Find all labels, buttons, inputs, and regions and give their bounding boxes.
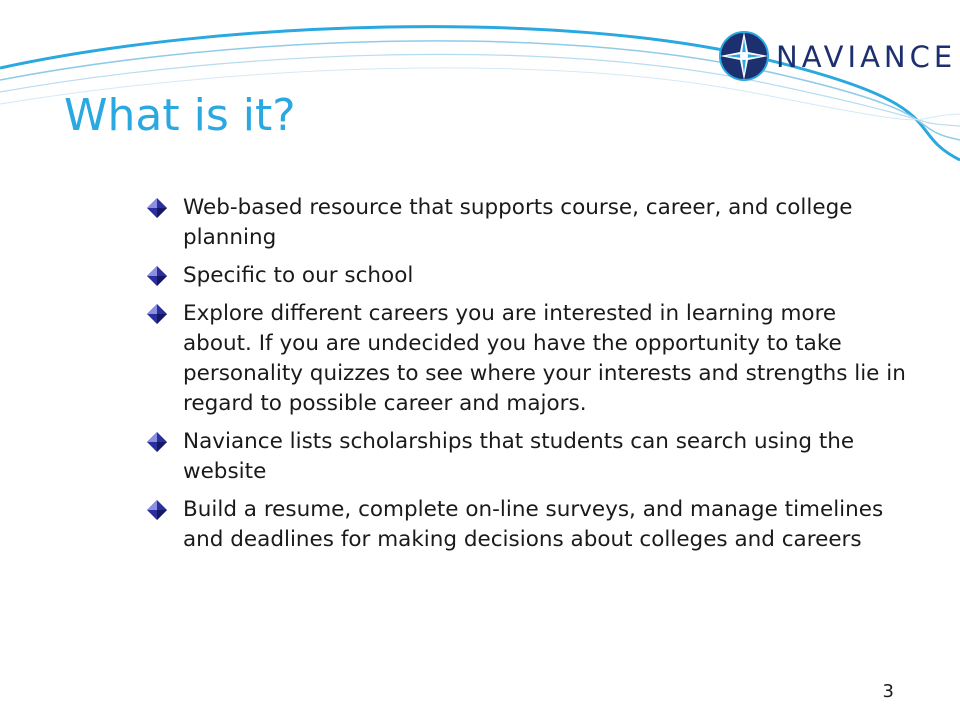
bullet-item <box>146 193 906 253</box>
compass-star-icon <box>718 30 770 82</box>
slide-title: What is it? <box>64 90 296 141</box>
page-number: 3 <box>882 681 894 702</box>
naviance-logo <box>718 30 957 86</box>
bullet-text: Naviance lists scholarships that students can search using the website <box>183 429 855 484</box>
diamond-bullet-icon <box>146 431 168 453</box>
bullet-text: Specific to our school <box>183 263 414 288</box>
bullet-item <box>146 427 906 487</box>
diamond-bullet-icon <box>146 303 168 325</box>
bullet-item <box>146 495 906 555</box>
bullet-list <box>146 193 906 563</box>
bullet-text: Explore different careers you are interested in learning more about. If you are undecided you have the opportunity to take personality quizzes to see where your interests and strengths lie in regard to possible career and majors. <box>183 301 906 416</box>
diamond-bullet-icon <box>146 197 168 219</box>
bullet-item <box>146 261 906 291</box>
bullet-text: Web-based resource that supports course, career, and college planning <box>183 195 853 250</box>
logo-wordmark: NAVIANCE <box>776 40 957 74</box>
bullet-item <box>146 299 906 419</box>
bullet-text: Build a resume, complete on-line surveys, and manage timelines and deadlines for making decisions about colleges and careers <box>183 497 884 552</box>
diamond-bullet-icon <box>146 265 168 287</box>
diamond-bullet-icon <box>146 499 168 521</box>
